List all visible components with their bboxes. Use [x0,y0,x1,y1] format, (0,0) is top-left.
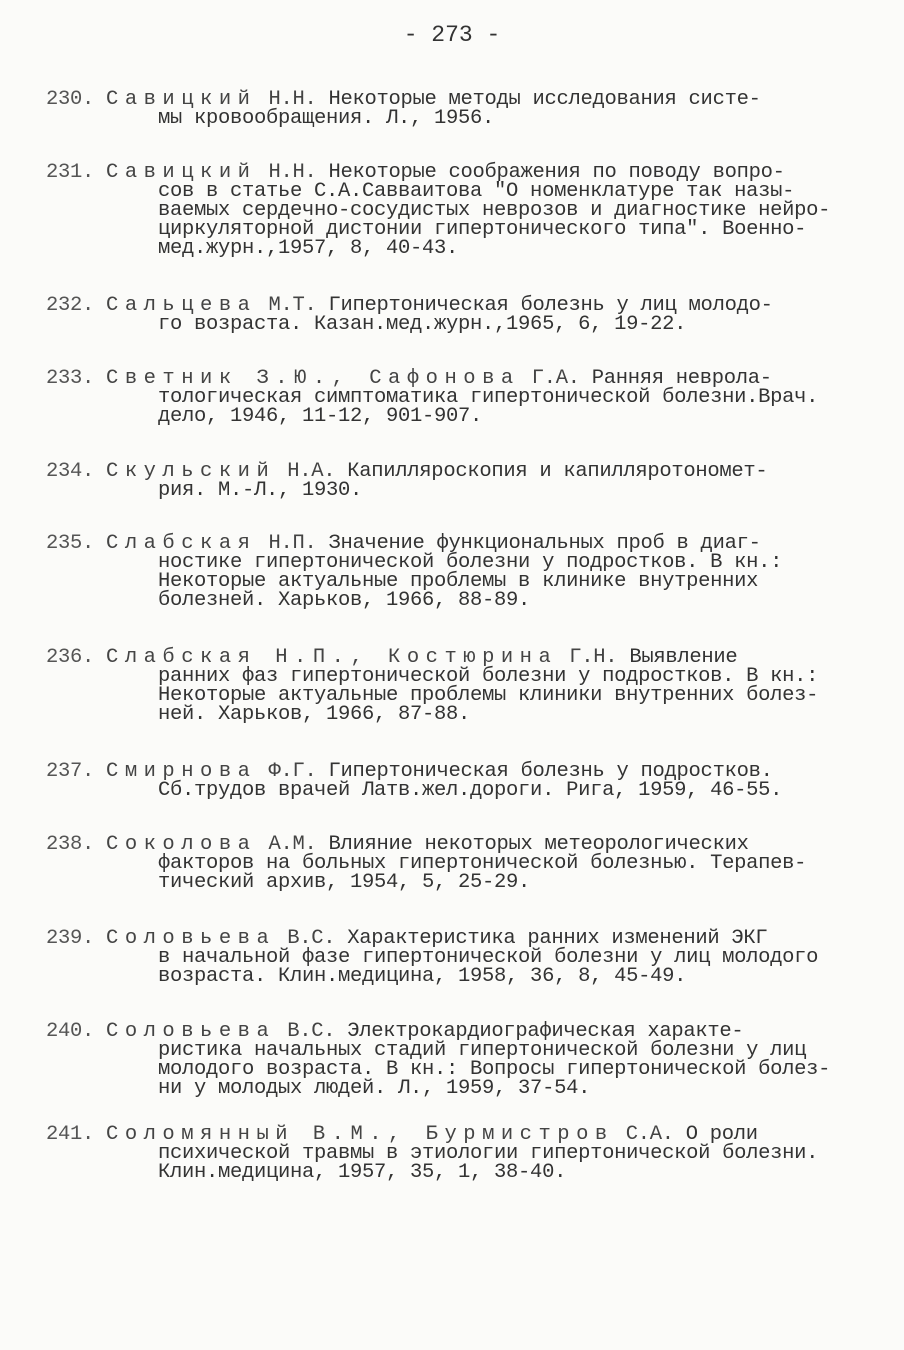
entry-text-line: О роли [685,1123,758,1146]
bibliography-entry [46,1125,856,1182]
entry-initials: С.А. [625,1123,674,1146]
entry-author: Соловьева [106,927,276,950]
entry-initials: Ф.Г. [268,760,317,783]
entry-author: Савицкий [106,88,257,111]
entry-text-line: возраста. Клин.медицина, 1958, 36, 8, 45-49. [158,965,687,988]
entry-text-line: Некоторые соображения по поводу вопро- [328,161,785,184]
entry-text-line: молодого возраста. В кн.: Вопросы гипертонической болез- [158,1058,831,1081]
entry-author: Светник З.Ю., Сафонова [106,367,520,390]
bibliography-entry [46,462,856,500]
entry-text-line: ностике гипертонической болезни у подростков. В кн.: [158,551,783,574]
bibliography-entry [46,163,856,258]
entry-text-line: Клин.медицина, 1957, 35, 1, 38-40. [158,1161,567,1184]
entry-text-line: болезней. Харьков, 1966, 88-89. [158,589,531,612]
entry-text-line: ранних фаз гипертонической болезни у подростков. В кн.: [158,665,819,688]
entry-text-line: сов в статье С.А.Савваитова "О номенклатуре так назы- [158,180,795,203]
entry-number: 240. [46,1020,95,1043]
entry-initials: А.М. [268,833,317,856]
entry-number: 231. [46,161,95,184]
entry-number: 236. [46,646,95,669]
entry-author: Соломянный В.М., Бурмистров [106,1123,614,1146]
bibliography-entry [46,835,856,892]
entry-text-line: Некоторые методы исследования систе- [328,88,761,111]
entry-initials: В.С. [287,1020,336,1043]
entry-text-line: Гипертоническая болезнь у подростков. [328,760,773,783]
entry-text-line: тологическая симптоматика гипертонической болезни.Врач. [158,386,819,409]
entry-initials: В.С. [287,927,336,950]
entry-text-line: Влияние некоторых метеорологических [328,833,749,856]
entry-number: 235. [46,532,95,555]
entry-author: Соколова [106,833,257,856]
entry-text-line: факторов на больных гипертонической болезнью. Терапев- [158,852,807,875]
entry-text-line: ни у молодых людей. Л., 1959, 37-54. [158,1077,591,1100]
entry-number: 237. [46,760,95,783]
entry-text-line: тический архив, 1954, 5, 25-29. [158,871,531,894]
entry-text-line: мед.журн.,1957, 8, 40-43. [158,237,459,260]
entry-text-line: рия. М.-Л., 1930. [158,479,363,502]
entry-initials: Г.Н. [569,646,618,669]
entry-text-line: дело, 1946, 11-12, 901-907. [158,405,483,428]
entry-initials: М.Т. [268,294,317,317]
bibliography-entry [46,648,856,724]
entry-initials: Н.А. [287,460,336,483]
entry-text-line: Значение функциональных проб в диаг- [328,532,761,555]
entry-author: Сальцева [106,294,257,317]
entry-number: 233. [46,367,95,390]
entry-text-line: Ранняя неврола- [591,367,772,390]
bibliography-entry [46,929,856,986]
entry-text-line: го возраста. Казан.мед.журн.,1965, 6, 19-22. [158,313,687,336]
entry-author: Савицкий [106,161,257,184]
page-number: - 273 - [403,22,501,48]
entry-initials: Н.Н. [268,88,317,111]
entry-number: 238. [46,833,95,856]
bibliography-entry [46,90,856,128]
entry-number: 232. [46,294,95,317]
entry-text-line: Выявление [629,646,738,669]
entry-author: Соловьева [106,1020,276,1043]
entry-text-line: мы кровообращения. Л., 1956. [158,107,495,130]
entry-text-line: Капилляроскопия и капилляротономет- [347,460,768,483]
entry-text-line: циркуляторной дистонии гипертонического типа". Военно- [158,218,807,241]
entry-text-line: Некоторые актуальные проблемы в клинике внутренних [158,570,759,593]
entry-text-line: Сб.трудов врачей Латв.жел.дороги. Рига, 1959, 46-55. [158,779,783,802]
entry-number: 234. [46,460,95,483]
bibliography-entry [46,369,856,426]
entry-text-line: ней. Харьков, 1966, 87-88. [158,703,471,726]
entry-initials: Н.Н. [268,161,317,184]
entry-author: Смирнова [106,760,257,783]
bibliography-entry [46,296,856,334]
entry-text-line: ваемых сердечно-сосудистых неврозов и диагностике нейро- [158,199,831,222]
entry-text-line: Электрокардиографическая характе- [347,1020,744,1043]
bibliography-entry [46,534,856,610]
entry-number: 230. [46,88,95,111]
bibliography-entry [46,1022,856,1098]
entry-text-line: Характеристика ранних изменений ЭКГ [347,927,768,950]
entry-initials: Г.А. [531,367,580,390]
entry-number: 239. [46,927,95,950]
entry-text-line: в начальной фазе гипертонической болезни у лиц молодого [158,946,819,969]
bibliography-entry [46,762,856,800]
entry-text-line: Некоторые актуальные проблемы клиники внутренних болез- [158,684,819,707]
entry-author: Слабская [106,532,257,555]
entry-author: Скульский [106,460,276,483]
entry-text-line: ристика начальных стадий гипертонической болезни у лиц [158,1039,807,1062]
entry-text-line: психической травмы в этиологии гипертонической болезни. [158,1142,819,1165]
entry-number: 241. [46,1123,95,1146]
entry-text-line: Гипертоническая болезнь у лиц молодо- [328,294,773,317]
entry-initials: Н.П. [268,532,317,555]
entry-author: Слабская Н.П., Костюрина [106,646,558,669]
